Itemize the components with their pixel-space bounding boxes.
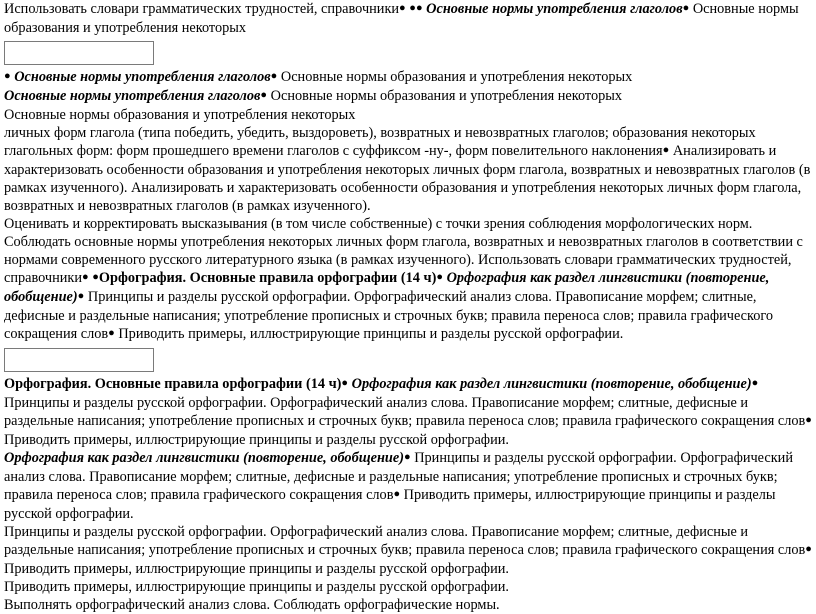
bullet-icon: ● bbox=[270, 70, 278, 82]
bullet-icon: ● bbox=[399, 2, 406, 14]
orthography-examples: Приводить примеры, иллюстрирующие принципы и разделы русской орфографии. bbox=[4, 561, 509, 577]
verbs-line-1 bbox=[4, 68, 812, 87]
bullet-icon: ● bbox=[77, 290, 85, 302]
bullet-icon: ● bbox=[393, 488, 401, 500]
verbs-line-2 bbox=[4, 87, 812, 106]
bullet-icon: ● bbox=[409, 2, 416, 14]
bullet-icon: ● bbox=[805, 543, 812, 555]
orthography-subtitle: Орфография как раздел лингвистики (повторение, обобщение) bbox=[4, 270, 770, 305]
verb-forms-text: личных форм глагола (типа победить, убедить, выздороветь), возвратных и невозвратных глаголов; образования некоторых глагольных форм: форм прошедшего времени глаголов с суффиксом -ну-, форм повелительного наклонения bbox=[4, 125, 756, 159]
orthography-principles: Принципы и разделы русской орфографии. Орфографический анализ слова. Правописание морфем; слитные, дефисные и раздельные написания; употребление прописных и строчных букв; правила переноса слов; правила графического сокращения слов bbox=[4, 289, 774, 342]
orthography-title: Орфография. Основные правила орфографии (14 ч) bbox=[98, 270, 437, 286]
verbs-line-1-tail: Основные нормы образования и употребления некоторых bbox=[277, 69, 633, 85]
orthography-paragraph-1 bbox=[4, 375, 812, 449]
orthography-subtitle: Орфография как раздел лингвистики (повторение, обобщение) bbox=[4, 450, 404, 466]
bullet-icon: ● bbox=[415, 2, 423, 14]
orthography-paragraph-2 bbox=[4, 449, 812, 523]
verbs-line-2-tail: Основные нормы образования и употребления некоторых bbox=[267, 88, 623, 104]
empty-box bbox=[4, 348, 154, 372]
orthography-subtitle: Орфография как раздел лингвистики (повторение, обобщение) bbox=[351, 376, 752, 392]
intro-text: Использовать словари грамматических трудностей, справочники bbox=[4, 1, 400, 17]
bullet-icon: ● bbox=[92, 271, 99, 283]
assessment-paragraph bbox=[4, 215, 812, 344]
orthography-title: Орфография. Основные правила орфографии (14 ч) bbox=[4, 376, 342, 392]
bullet-icon: ● bbox=[805, 414, 812, 426]
orthography-paragraph-4: Приводить примеры, иллюстрирующие принципы и разделы русской орфографии. bbox=[4, 579, 509, 595]
verb-forms-paragraph bbox=[4, 124, 812, 215]
orthography-principles: Принципы и разделы русской орфографии. Орфографический анализ слова. Правописание морфем; слитные, дефисные и раздельные написания; употребление прописных и строчных букв; правила переноса слов; правила графического сокращения слов bbox=[4, 395, 806, 429]
bullet-icon: ● bbox=[108, 327, 115, 339]
bullet-icon: ● bbox=[341, 377, 349, 389]
bullet-icon: ● bbox=[751, 377, 759, 389]
bullet-icon: ● bbox=[4, 70, 11, 82]
orthography-principles: Принципы и разделы русской орфографии. Орфографический анализ слова. Правописание морфем; слитные, дефисные и раздельные написания; употребление прописных и строчных букв; правила переноса слов; правила графического сокращения слов bbox=[4, 450, 793, 503]
intro-tail: Основные нормы образования и употребления некоторых bbox=[4, 1, 799, 36]
orthography-paragraph-5: Выполнять орфографический анализ слова. Соблюдать орфографические нормы. bbox=[4, 597, 500, 613]
verbs-line-3: Основные нормы образования и употребления некоторых bbox=[4, 107, 356, 123]
section-title-verbs: Основные нормы употребления глаголов bbox=[426, 1, 683, 17]
orthography-examples: Приводить примеры, иллюстрирующие принципы и разделы русской орфографии. bbox=[4, 432, 509, 448]
section-title-verbs: Основные нормы употребления глаголов bbox=[14, 69, 271, 85]
orthography-examples: Приводить примеры, иллюстрирующие принципы и разделы русской орфографии. bbox=[4, 487, 776, 522]
empty-box bbox=[4, 41, 154, 65]
bullet-icon: ● bbox=[662, 144, 670, 156]
bullet-icon: ● bbox=[436, 271, 443, 283]
intro-paragraph bbox=[4, 0, 812, 37]
bullet-icon: ● bbox=[260, 89, 268, 101]
section-title-verbs: Основные нормы употребления глаголов bbox=[4, 88, 261, 104]
assessment-text: Оценивать и корректировать высказывания (в том числе собственные) с точки зрения соблюдения морфологических норм. Соблюдать основные нормы употребления некоторых личных форм глагола, возвратных и невозвратных глаголов в соответствии с нормами современного русского литературного языка (в рамках изученного). Использовать словари грамматических трудностей, справочники bbox=[4, 216, 803, 286]
bullet-icon: ● bbox=[403, 451, 411, 463]
bullet-icon: ● bbox=[82, 271, 89, 283]
orthography-principles: Принципы и разделы русской орфографии. Орфографический анализ слова. Правописание морфем; слитные, дефисные и раздельные написания; употребление прописных и строчных букв; правила переноса слов; правила графического сокращения слов bbox=[4, 524, 806, 558]
orthography-examples: Приводить примеры, иллюстрирующие принципы и разделы русской орфографии. bbox=[114, 326, 624, 342]
verb-forms-tail: Анализировать и характеризовать особенности образования и употребления некоторых личных форм глагола, возвратных и невозвратных глаголов (в рамках изученного). Анализировать и характеризовать особенности образования и употребления некоторых личных форм глагола, возвратных и невозвратных глаголов (в рамках изученного). bbox=[4, 143, 811, 214]
bullet-icon: ● bbox=[682, 2, 690, 14]
orthography-paragraph-3 bbox=[4, 523, 812, 578]
